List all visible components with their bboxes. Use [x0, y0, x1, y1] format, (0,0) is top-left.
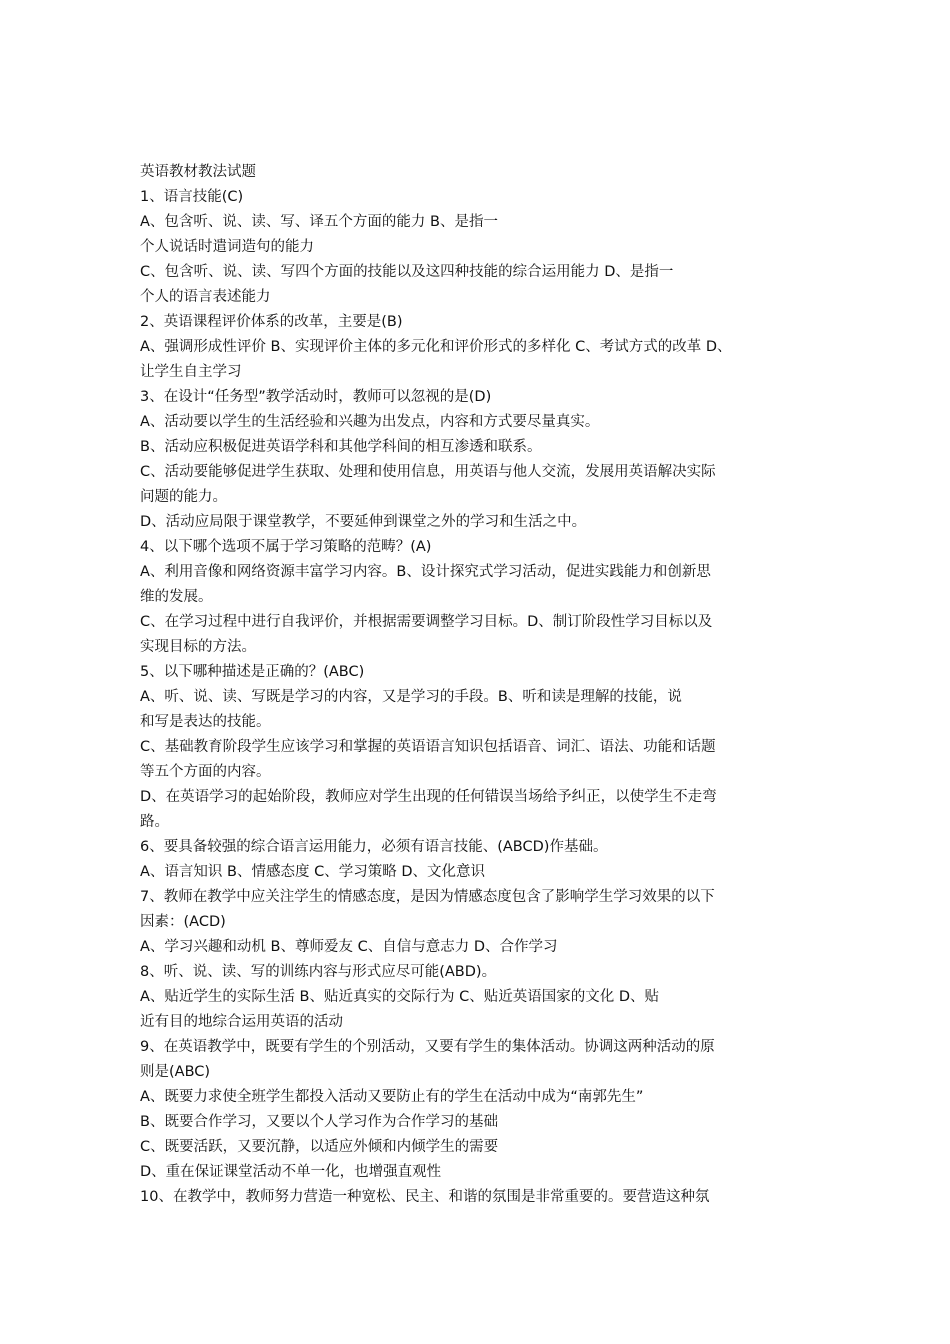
question-7: 7、教师在教学中应关注学生的情感态度，是因为情感态度包含了影响学生学习效果的以下: [140, 889, 715, 905]
question-4-options: A、利用音像和网络资源丰富学习内容。B、设计探究式学习活动，促进实践能力和创新思: [140, 564, 711, 580]
question-1-options: 个人说话时遣词造句的能力: [140, 239, 314, 255]
question-5-option-c: C、基础教育阶段学生应该学习和掌握的英语语言知识包括语音、词汇、语法、功能和话题: [140, 739, 716, 755]
question-4-options: 实现目标的方法。: [140, 639, 256, 655]
question-4: 4、以下哪个选项不属于学习策略的范畴？(A): [140, 539, 432, 555]
question-7: 因素：(ACD): [140, 914, 226, 930]
question-8: 8、听、说、读、写的训练内容与形式应尽可能(ABD)。: [140, 964, 497, 980]
question-3-option-a: A、活动要以学生的生活经验和兴趣为出发点，内容和方式要尽量真实。: [140, 414, 600, 430]
question-5-options: 和写是表达的技能。: [140, 714, 271, 730]
question-5: 5、以下哪种描述是正确的？(ABC): [140, 664, 365, 680]
question-3-option-c: C、活动要能够促进学生获取、处理和使用信息，用英语与他人交流，发展用英语解决实际: [140, 464, 716, 480]
question-2: 2、英语课程评价体系的改革，主要是(B): [140, 314, 403, 330]
question-9-option-b: B、既要合作学习，又要以个人学习作为合作学习的基础: [140, 1114, 498, 1130]
question-8-options: A、贴近学生的实际生活 B、贴近真实的交际行为 C、贴近英语国家的文化 D、贴: [140, 989, 659, 1005]
document-body: [140, 160, 840, 1210]
document-title: 英语教材教法试题: [140, 164, 256, 180]
question-9-option-c: C、既要活跃，又要沉静，以适应外倾和内倾学生的需要: [140, 1139, 499, 1155]
question-9: 9、在英语教学中，既要有学生的个别活动，又要有学生的集体活动。协调这两种活动的原: [140, 1039, 715, 1055]
question-5-options: A、听、说、读、写既是学习的内容，又是学习的手段。B、听和读是理解的技能，说: [140, 689, 682, 705]
question-9: 则是(ABC): [140, 1064, 211, 1080]
question-3: 3、在设计“任务型”教学活动时，教师可以忽视的是(D): [140, 389, 492, 405]
question-1-options: A、包含听、说、读、写、译五个方面的能力 B、是指一: [140, 214, 498, 230]
question-2-options: 让学生自主学习: [140, 364, 242, 380]
question-1-options: 个人的语言表述能力: [140, 289, 271, 305]
question-10: 10、在教学中，教师努力营造一种宽松、民主、和谐的氛围是非常重要的。要营造这种氛: [140, 1189, 710, 1205]
question-5-option-d: D、在英语学习的起始阶段，教师应对学生出现的任何错误当场给予纠正，以使学生不走弯: [140, 789, 717, 805]
question-4-options: C、在学习过程中进行自我评价，并根据需要调整学习目标。D、制订阶段性学习目标以及: [140, 614, 713, 630]
question-5-option-d: 路。: [140, 814, 169, 830]
question-1-options: C、包含听、说、读、写四个方面的技能以及这四种技能的综合运用能力 D、是指一: [140, 264, 674, 280]
question-6: 6、要具备较强的综合语言运用能力，必须有语言技能、(ABCD)作基础。: [140, 839, 608, 855]
question-6-options: A、语言知识 B、情感态度 C、学习策略 D、文化意识: [140, 864, 485, 880]
question-8-options: 近有目的地综合运用英语的活动: [140, 1014, 343, 1030]
question-5-option-c: 等五个方面的内容。: [140, 764, 271, 780]
question-4-options: 维的发展。: [140, 589, 213, 605]
question-3-option-d: D、活动应局限于课堂教学，不要延伸到课堂之外的学习和生活之中。: [140, 514, 587, 530]
question-3-option-c: 问题的能力。: [140, 489, 227, 505]
question-3-option-b: B、活动应积极促进英语学科和其他学科间的相互渗透和联系。: [140, 439, 542, 455]
question-9-option-d: D、重在保证课堂活动不单一化，也增强直观性: [140, 1164, 442, 1180]
question-2-options: A、强调形成性评价 B、实现评价主体的多元化和评价形式的多样化 C、考试方式的改革 D、: [140, 339, 732, 355]
question-7-options: A、学习兴趣和动机 B、尊师爱友 C、自信与意志力 D、合作学习: [140, 939, 558, 955]
question-1: 1、语言技能(C): [140, 189, 244, 205]
question-9-option-a: A、既要力求使全班学生都投入活动又要防止有的学生在活动中成为“南郭先生”: [140, 1089, 644, 1105]
